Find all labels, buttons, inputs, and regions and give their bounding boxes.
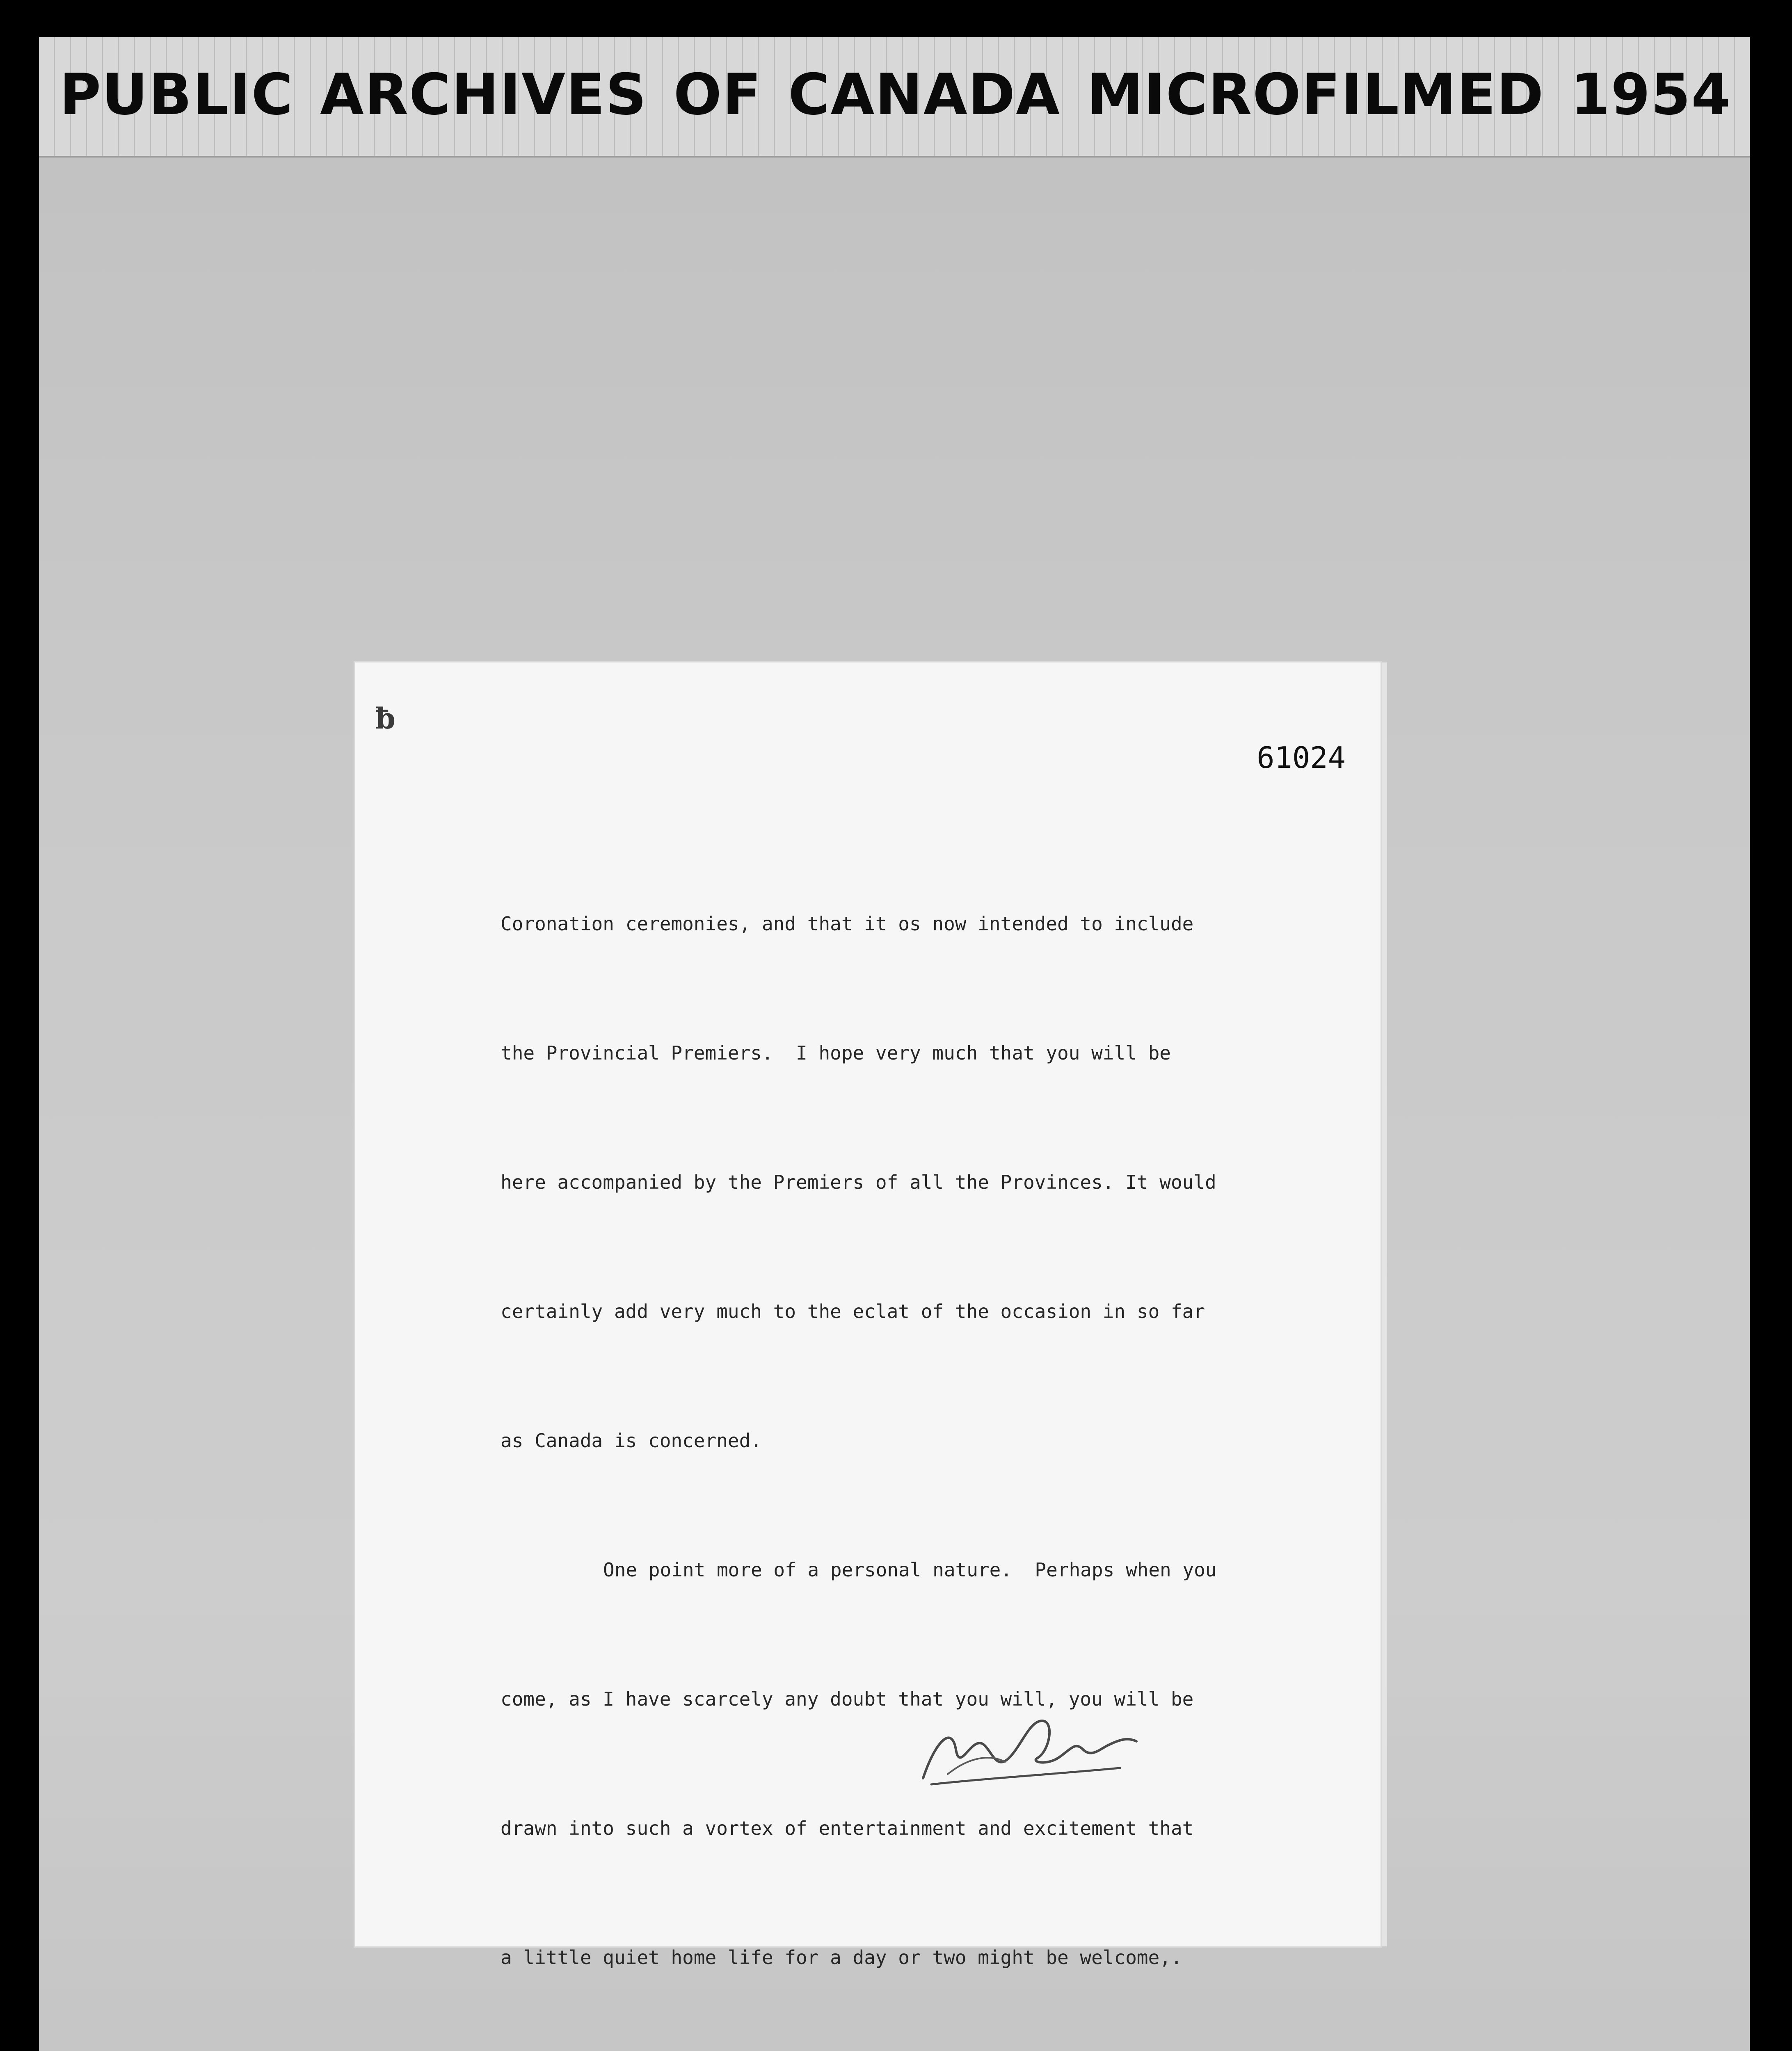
letter-body — [501, 816, 1354, 2051]
staple-mark: ƀ — [375, 701, 395, 735]
page-number: 61024 — [1257, 740, 1346, 775]
letter-line: drawn into such a vortex of entertainment and excitement that — [501, 1817, 1194, 1839]
letter-page — [355, 662, 1381, 1969]
microfilm-frame — [39, 37, 1750, 2051]
letter-line: as Canada is concerned. — [501, 1430, 762, 1452]
letter-line: certainly add very much to the eclat of the occasion in so far — [501, 1300, 1205, 1322]
letter-line: here accompanied by the Premiers of all the Provinces. It would — [501, 1171, 1216, 1193]
handwritten-signature — [907, 1696, 1153, 1795]
archive-header-title: PUBLIC ARCHIVES OF CANADA MICROFILMED 1954 — [59, 62, 1732, 128]
archive-header-strip — [39, 37, 1750, 158]
letter-line: One point more of a personal nature. Perhaps when you — [603, 1559, 1217, 1581]
letter-line: Coronation ceremonies, and that it os now intended to include — [501, 913, 1194, 935]
letter-line: a little quiet home life for a day or two might be welcome,. — [501, 1946, 1182, 1969]
letter-line: come, as I have scarcely any doubt that you will, you will be — [501, 1688, 1194, 1710]
letter-line: the Provincial Premiers. I hope very much that you will be — [501, 1042, 1171, 1064]
